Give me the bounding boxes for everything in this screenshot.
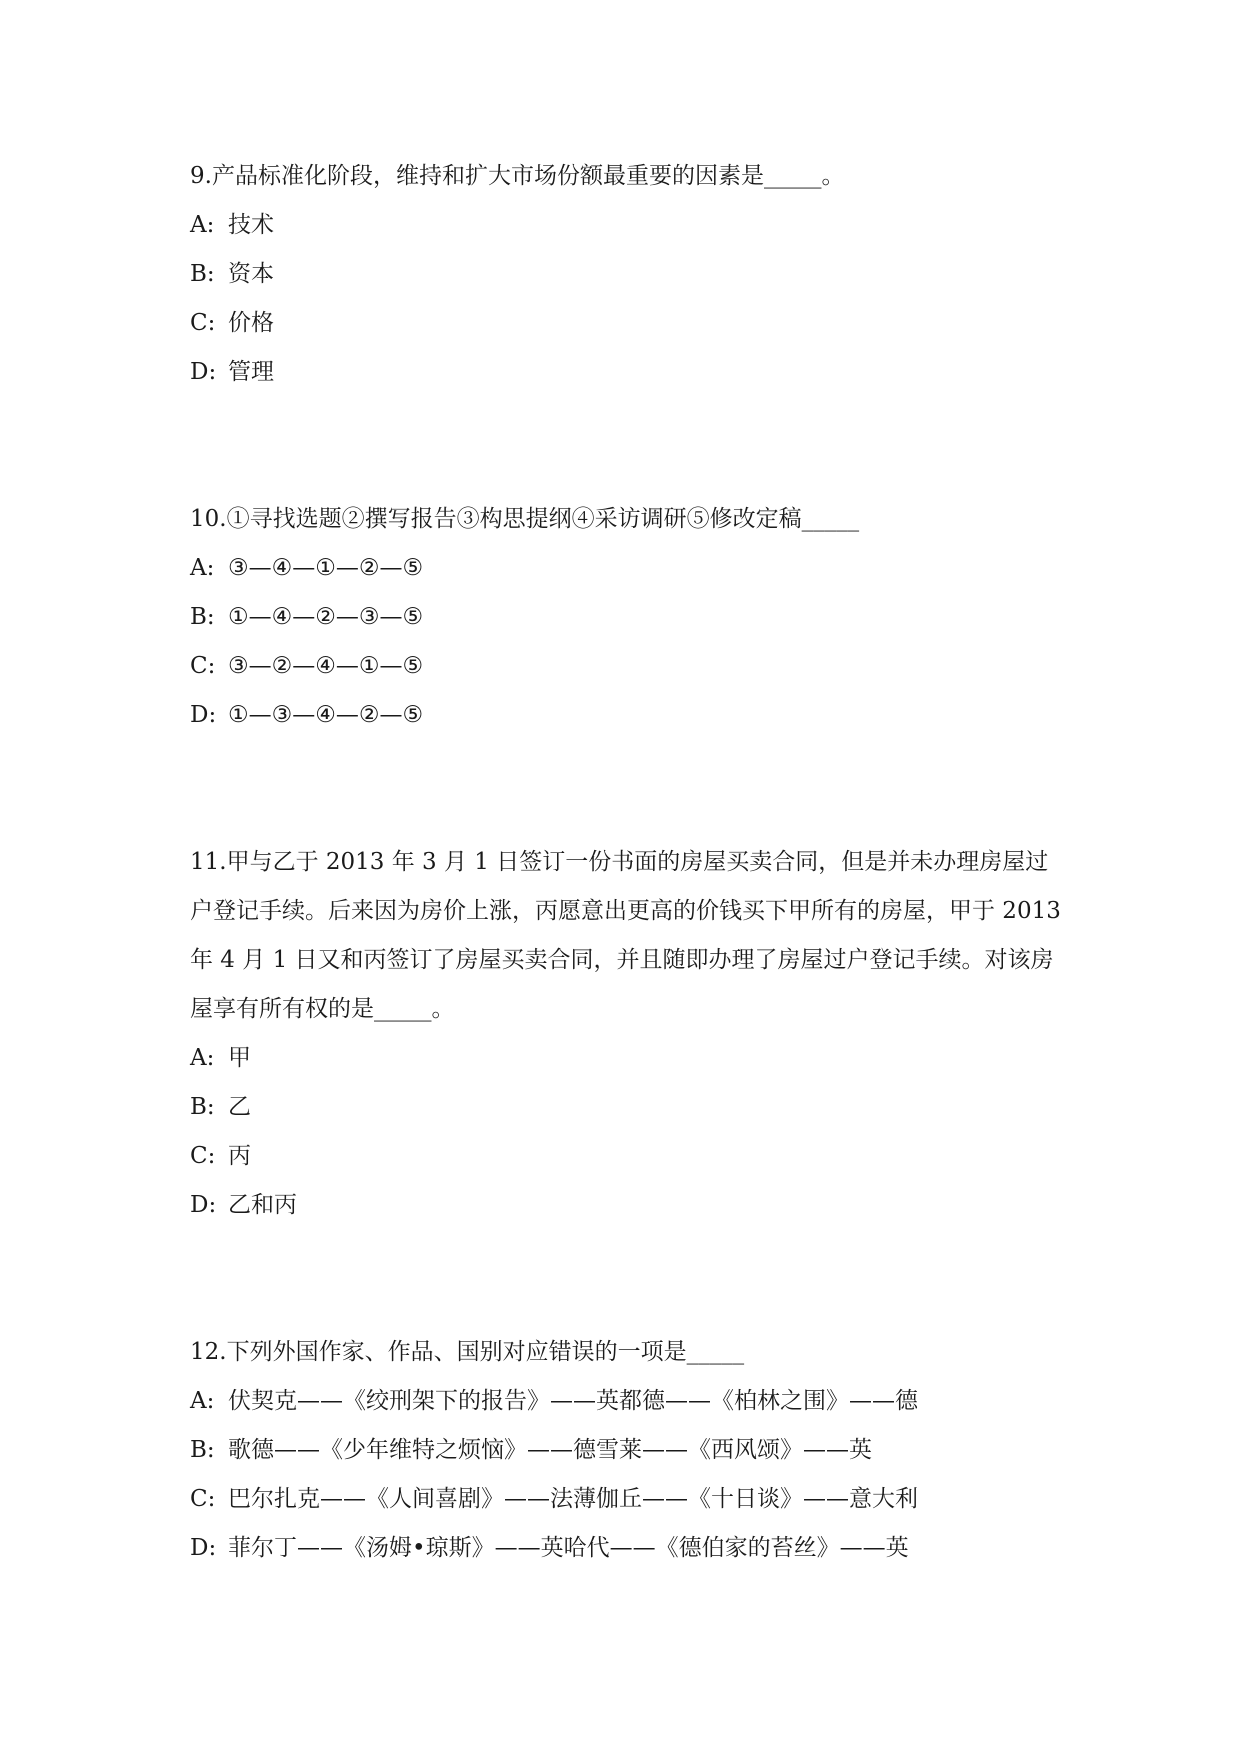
question-9 bbox=[190, 152, 1070, 397]
option-letter: A: bbox=[190, 212, 215, 238]
question-stem: 12.下列外国作家、作品、国别对应错误的一项是_____ bbox=[190, 1339, 745, 1365]
option-a bbox=[190, 1377, 1070, 1426]
option-text: 伏契克——《绞刑架下的报告》——英都德——《柏林之围》——德 bbox=[228, 1388, 918, 1414]
option-c bbox=[190, 299, 1070, 348]
option-letter: B: bbox=[190, 1094, 215, 1120]
option-b bbox=[190, 1083, 1070, 1132]
option-letter: C: bbox=[190, 1143, 216, 1169]
option-d bbox=[190, 691, 1070, 740]
option-letter: B: bbox=[190, 1437, 215, 1463]
option-list bbox=[190, 201, 1070, 397]
option-letter: D: bbox=[190, 359, 217, 385]
option-letter: D: bbox=[190, 1535, 217, 1561]
option-text: 技术 bbox=[228, 212, 274, 238]
option-text: ③—②—④—①—⑤ bbox=[228, 653, 424, 679]
option-letter: A: bbox=[190, 1388, 215, 1414]
option-text: 价格 bbox=[228, 310, 274, 336]
option-a bbox=[190, 544, 1070, 593]
question-10 bbox=[190, 495, 1070, 740]
question-11 bbox=[190, 838, 1070, 1230]
option-text: 乙和丙 bbox=[228, 1192, 297, 1218]
option-text: 菲尔丁——《汤姆•琼斯》——英哈代——《德伯家的苔丝》——英 bbox=[228, 1535, 909, 1561]
option-text: 歌德——《少年维特之烦恼》——德雪莱——《西风颂》——英 bbox=[228, 1437, 872, 1463]
option-text: 乙 bbox=[228, 1094, 251, 1120]
option-letter: A: bbox=[190, 1045, 215, 1071]
option-letter: D: bbox=[190, 1192, 217, 1218]
option-a bbox=[190, 201, 1070, 250]
option-letter: C: bbox=[190, 310, 216, 336]
option-letter: D: bbox=[190, 702, 217, 728]
question-stem: 10.①寻找选题②撰写报告③构思提纲④采访调研⑤修改定稿_____ bbox=[190, 506, 860, 532]
question-12 bbox=[190, 1328, 1070, 1573]
option-d bbox=[190, 1181, 1070, 1230]
option-list bbox=[190, 1377, 1070, 1573]
option-b bbox=[190, 250, 1070, 299]
option-list bbox=[190, 1034, 1070, 1230]
option-list bbox=[190, 544, 1070, 740]
option-b bbox=[190, 1426, 1070, 1475]
option-text: ①—③—④—②—⑤ bbox=[228, 702, 424, 728]
option-d bbox=[190, 1524, 1070, 1573]
question-stem: 11.甲与乙于 2013 年 3 月 1 日签订一份书面的房屋买卖合同，但是并未办理房屋过户登记手续。后来因为房价上涨，丙愿意出更高的价钱买下甲所有的房屋，甲于 2013 年 4 月 1 日又和丙签订了房屋买卖合同，并且随即办理了房屋过户登记手续。对该房屋享有所有权的是_____。 bbox=[190, 849, 1061, 1022]
option-text: 巴尔扎克——《人间喜剧》——法薄伽丘——《十日谈》——意大利 bbox=[228, 1486, 918, 1512]
option-d bbox=[190, 348, 1070, 397]
option-b bbox=[190, 593, 1070, 642]
option-text: ①—④—②—③—⑤ bbox=[228, 604, 424, 630]
question-stem: 9.产品标准化阶段，维持和扩大市场份额最重要的因素是_____。 bbox=[190, 163, 845, 189]
option-letter: B: bbox=[190, 261, 215, 287]
option-text: ③—④—①—②—⑤ bbox=[228, 555, 424, 581]
option-letter: A: bbox=[190, 555, 215, 581]
option-letter: C: bbox=[190, 1486, 216, 1512]
option-a bbox=[190, 1034, 1070, 1083]
option-letter: B: bbox=[190, 604, 215, 630]
option-text: 管理 bbox=[228, 359, 274, 385]
option-c bbox=[190, 642, 1070, 691]
option-c bbox=[190, 1475, 1070, 1524]
option-text: 资本 bbox=[228, 261, 274, 287]
option-text: 丙 bbox=[228, 1143, 251, 1169]
option-c bbox=[190, 1132, 1070, 1181]
option-letter: C: bbox=[190, 653, 216, 679]
option-text: 甲 bbox=[228, 1045, 251, 1071]
